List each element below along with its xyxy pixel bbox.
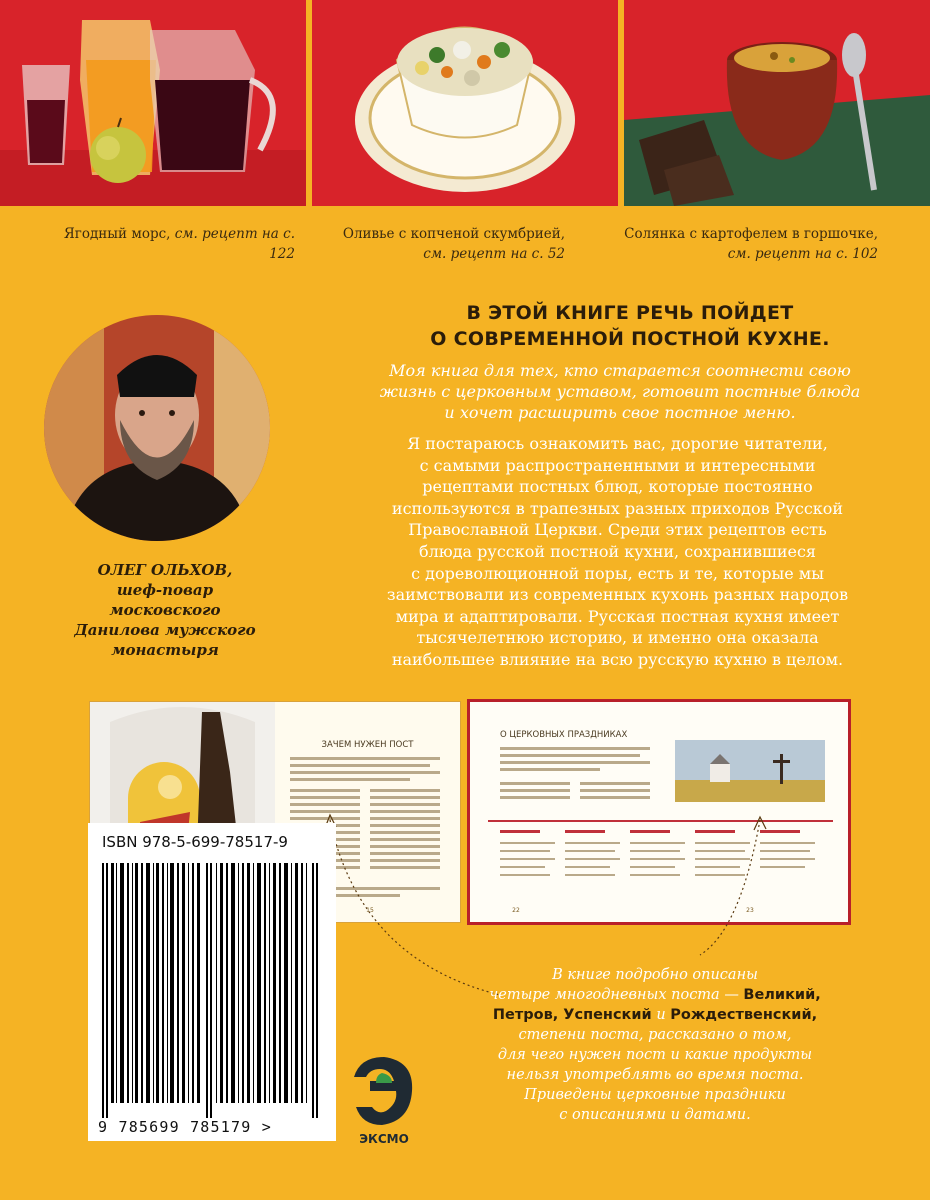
body-line: мира и адаптировали. Русская постная кухня имеет: [395, 606, 840, 626]
body-line: Православной Церкви. Среди этих рецептов есть: [408, 520, 827, 540]
body-text: [330, 433, 905, 671]
isbn-digits: 9 785699 785179 >: [98, 1118, 272, 1136]
isbn-label: ISBN 978-5-699-78517-9: [102, 833, 288, 851]
desc-line-2-bold: Великий,: [743, 987, 821, 1003]
caption-solyanka: [620, 224, 878, 264]
intro-line: Моя книга для тех, кто старается соотнести свою: [389, 361, 851, 380]
body-line: блюда русской постной кухни, сохранившиеся: [418, 541, 817, 561]
author-role-line-2: Данилова мужского: [74, 621, 256, 639]
author-role-line-3: монастыря: [111, 641, 219, 659]
caption-olivier-ref: см. рецепт на с. 52: [423, 246, 565, 262]
author-portrait: [44, 315, 270, 541]
caption-mors: [40, 224, 295, 264]
headline: [360, 300, 900, 352]
description-text: [420, 965, 890, 1125]
caption-mors-title: Ягодный морс,: [63, 226, 171, 242]
desc-line: нельзя употреблять во время поста.: [506, 1067, 804, 1083]
body-line: наибольшее влияние на всю русскую кухню в целом.: [391, 649, 844, 669]
desc-line: с описаниями и датами.: [559, 1107, 751, 1123]
spread-preview-right: [470, 702, 848, 922]
spread-right-page-right: 23: [746, 907, 754, 914]
body-line: с самыми распространенными и интересными: [419, 455, 816, 475]
eksmo-logo-icon: [352, 1055, 416, 1127]
intro-line: жизнь с церковным уставом, готовит постные блюда: [379, 382, 861, 401]
desc-line: для чего нужен пост и какие продукты: [497, 1047, 813, 1063]
barcode-icon: [102, 863, 322, 1118]
caption-solyanka-title: Солянка с картофелем в горшочке,: [624, 226, 878, 242]
desc-line-2-pre: четыре многодневных поста —: [489, 987, 744, 1003]
author-credit: [60, 560, 270, 660]
desc-line-1: В книге подробно описаны: [552, 967, 758, 983]
author-role-line-1: шеф-повар московского: [109, 581, 221, 619]
photo-solyanka-pot: [624, 0, 930, 206]
body-line: Я постараюсь ознакомить вас, дорогие читатели,: [407, 434, 828, 453]
body-line: используются в трапезных разных приходов Русской: [391, 498, 844, 518]
intro-line: и хочет расширить свое постное меню.: [444, 403, 796, 422]
body-line: рецептами постных блюд, которые постоянно: [422, 477, 813, 497]
isbn-barcode-box: [88, 823, 336, 1141]
desc-line-3-mid: и: [651, 1007, 671, 1023]
intro-text: [340, 360, 900, 423]
caption-mors-ref: см. рецепт на с. 122: [174, 226, 295, 262]
author-name: ОЛЕГ ОЛЬХОВ,: [97, 561, 233, 579]
body-line: заимствовали из современных кухонь разных народов: [386, 585, 849, 605]
caption-solyanka-ref: см. рецепт на с. 102: [727, 246, 878, 262]
spread-right-page-left: 22: [512, 907, 520, 914]
spread-left-page-number: 15: [366, 907, 374, 914]
desc-line: степени поста, рассказано о том,: [518, 1027, 792, 1043]
spread-right-title: О ЦЕРКОВНЫХ ПРАЗДНИКАХ: [500, 730, 628, 740]
desc-line: Приведены церковные праздники: [524, 1087, 786, 1103]
body-line: тысячелетнюю историю, и именно она оказала: [416, 628, 819, 648]
desc-line-3-bold-1: Петров, Успенский: [492, 1007, 652, 1023]
body-line: с дореволюционной поры, есть и те, которые мы: [411, 563, 824, 583]
desc-line-3-bold-2: Рождественский,: [670, 1007, 818, 1023]
publisher-name: ЭКСМО: [359, 1132, 409, 1146]
headline-line-2: О СОВРЕМЕННОЙ ПОСТНОЙ КУХНЕ.: [430, 328, 830, 350]
headline-line-1: В ЭТОЙ КНИГЕ РЕЧЬ ПОЙДЕТ: [466, 302, 794, 324]
spread-left-title: ЗАЧЕМ НУЖЕН ПОСТ: [321, 740, 414, 750]
caption-olivier-title: Оливье с копченой скумбрией,: [342, 226, 565, 242]
photo-berry-mors: [0, 0, 306, 206]
caption-olivier: [320, 224, 565, 264]
photo-olivier-salad: [312, 0, 618, 206]
